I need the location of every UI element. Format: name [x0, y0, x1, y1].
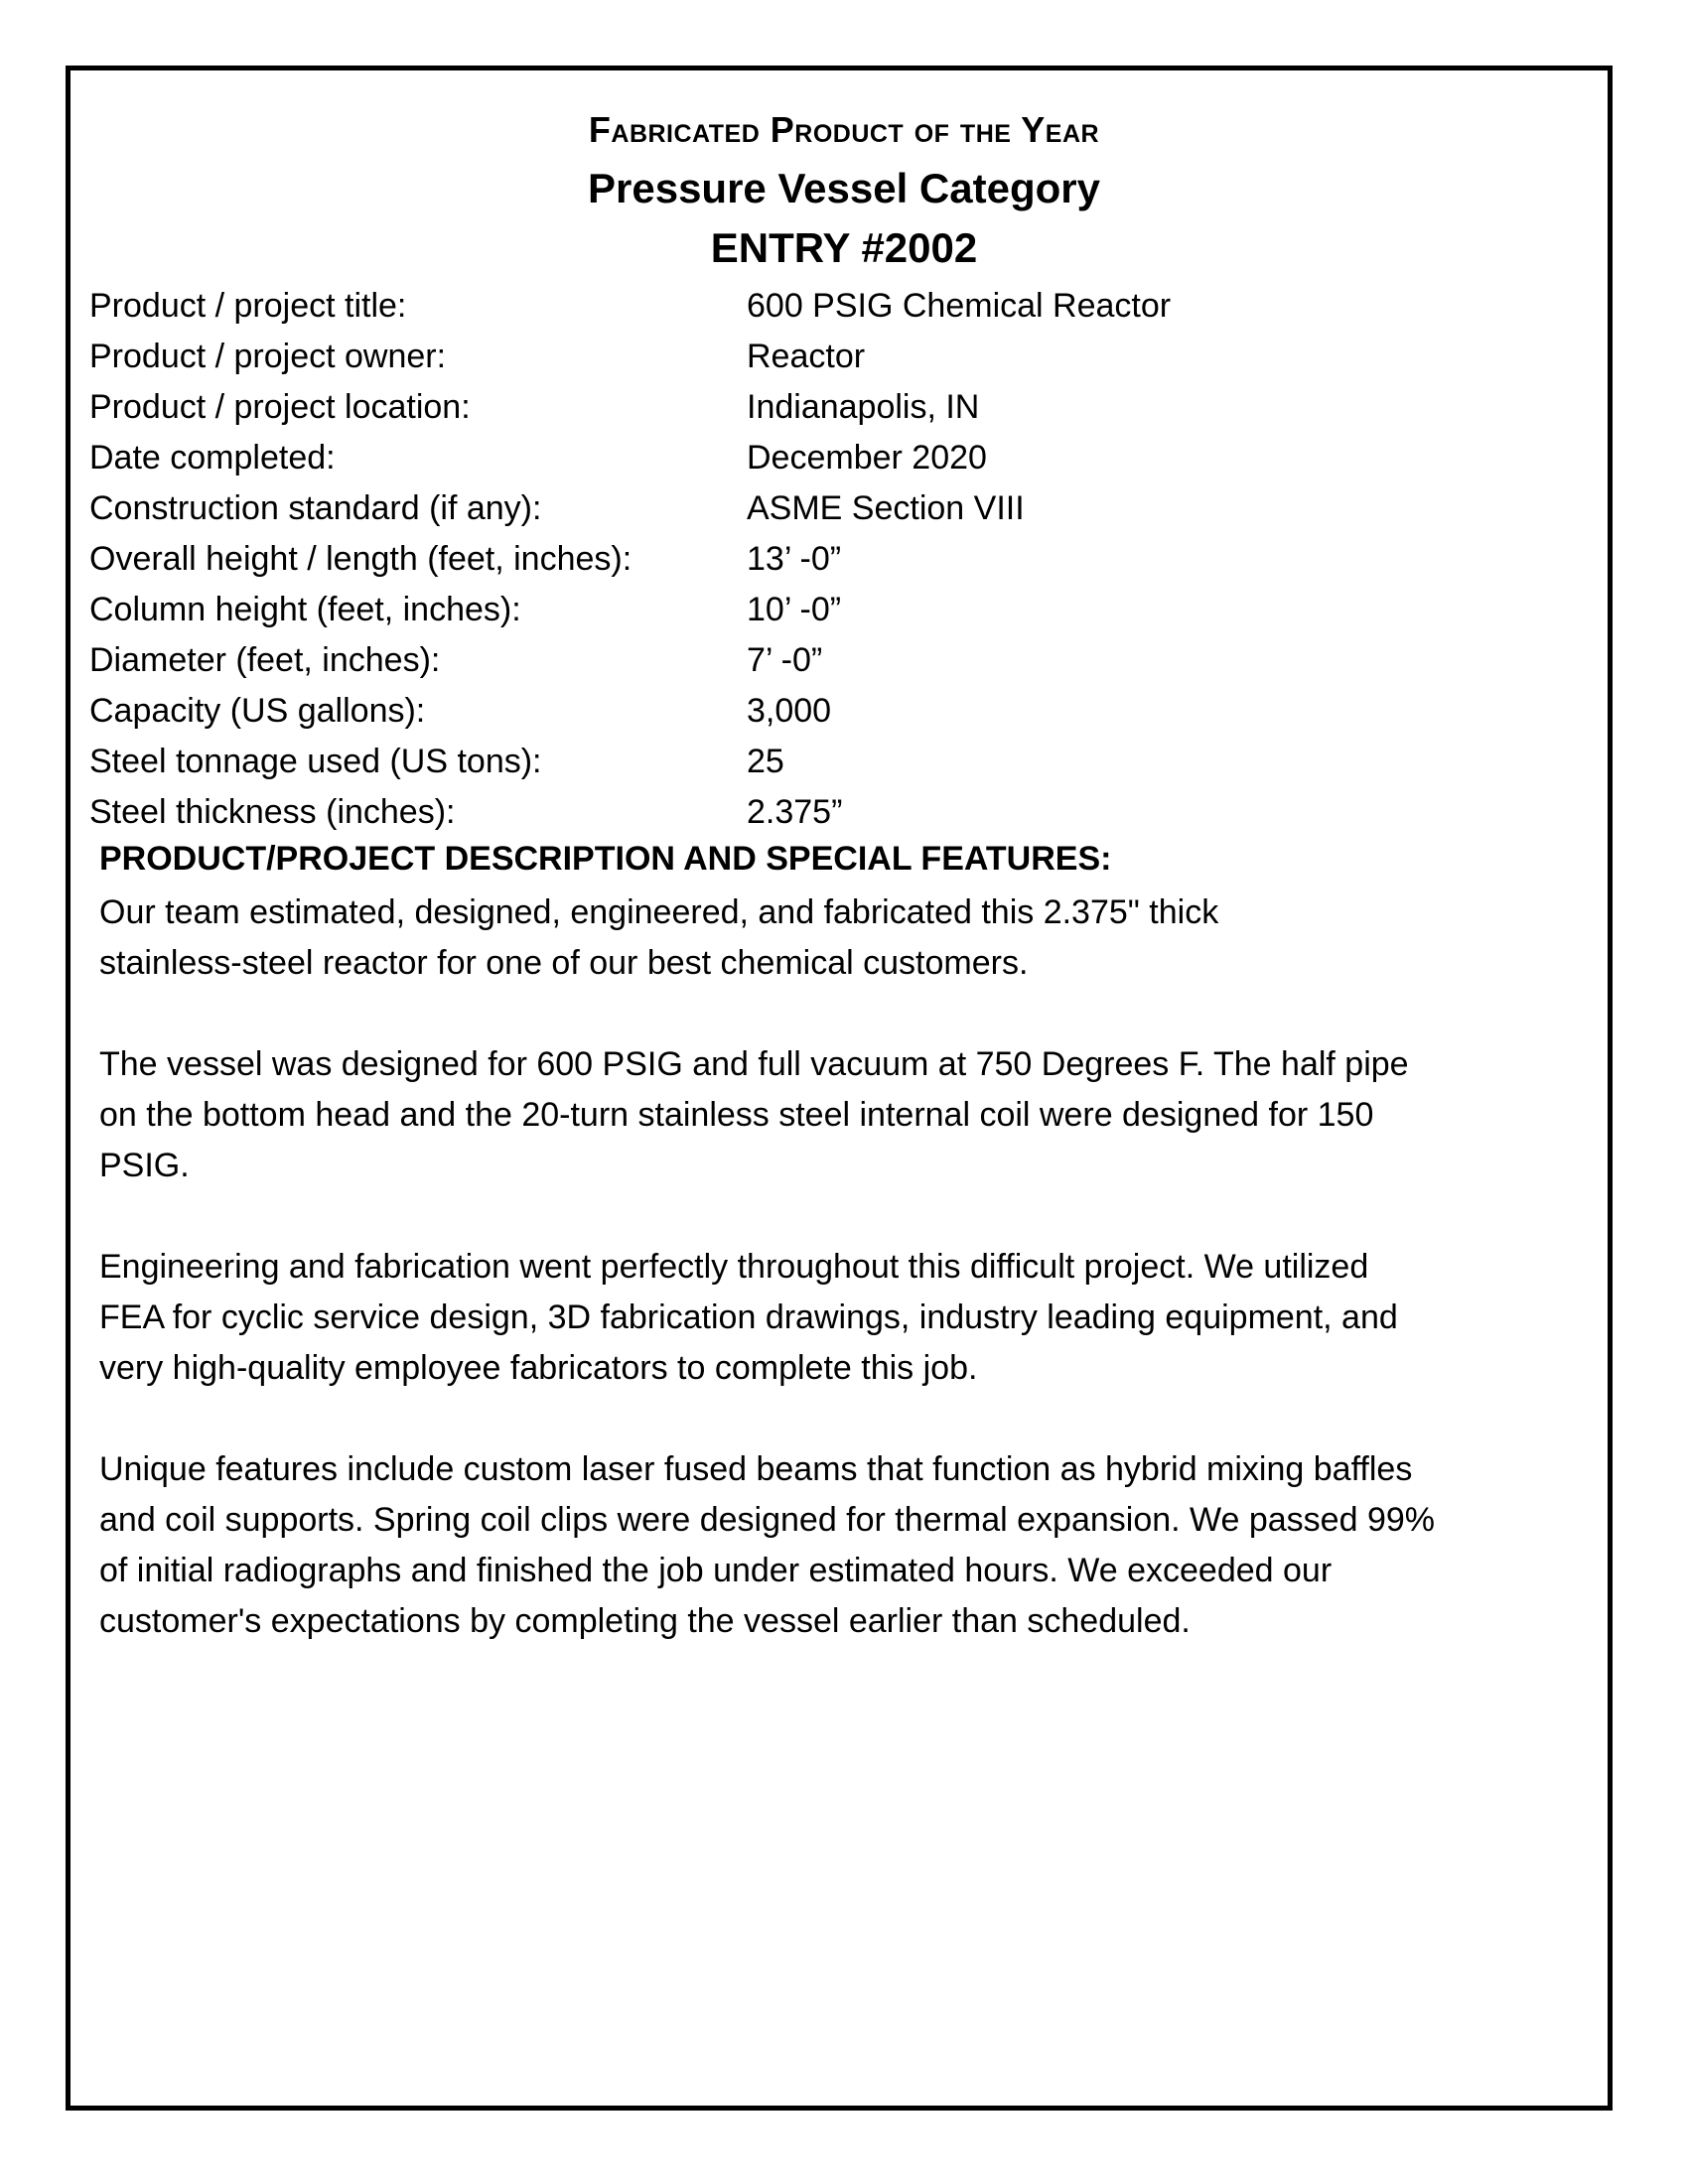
field-label: Product / project location: [89, 388, 471, 426]
description-line: very high-quality employee fabricators to complete this job. [99, 1349, 978, 1387]
description-line: customer's expectations by completing the vessel earlier than scheduled. [99, 1602, 1191, 1640]
description-line: FEA for cyclic service design, 3D fabrication drawings, industry leading equipment, and [99, 1298, 1398, 1336]
field-row [89, 332, 1529, 382]
field-label: Column height (feet, inches): [89, 591, 521, 628]
description-body [99, 887, 1589, 1698]
entry-fields-table [89, 281, 1529, 838]
description-heading: PRODUCT/PROJECT DESCRIPTION AND SPECIAL FEATURES: [99, 840, 1112, 878]
field-label: Product / project owner: [89, 338, 447, 375]
description-paragraph [99, 887, 1589, 989]
field-row [89, 382, 1529, 433]
description-paragraph [99, 1444, 1589, 1647]
description-line: Unique features include custom laser fused beams that function as hybrid mixing baffles [99, 1450, 1413, 1488]
field-row [89, 737, 1529, 787]
field-value: 10’ -0” [747, 591, 842, 628]
field-value: 600 PSIG Chemical Reactor [747, 287, 1172, 325]
field-row [89, 483, 1529, 534]
field-row [89, 534, 1529, 585]
field-label: Date completed: [89, 439, 336, 477]
description-paragraph [99, 1242, 1589, 1394]
description-line: Our team estimated, designed, engineered, and fabricated this 2.375" thick [99, 893, 1219, 931]
field-label: Construction standard (if any): [89, 489, 542, 527]
field-label: Capacity (US gallons): [89, 692, 426, 730]
field-value: December 2020 [747, 439, 987, 477]
description-paragraph [99, 1039, 1589, 1191]
field-label: Product / project title: [89, 287, 407, 325]
field-label: Diameter (feet, inches): [89, 641, 441, 679]
description-line: stainless-steel reactor for one of our best chemical customers. [99, 944, 1029, 982]
category-title: Pressure Vessel Category [588, 165, 1100, 211]
description-line: and coil supports. Spring coil clips were designed for thermal expansion. We passed 99% [99, 1501, 1435, 1539]
field-value: 25 [747, 743, 784, 780]
field-label: Steel tonnage used (US tons): [89, 743, 542, 780]
field-value: 7’ -0” [747, 641, 823, 679]
field-row [89, 635, 1529, 686]
field-value: ASME Section VIII [747, 489, 1025, 527]
field-value: 3,000 [747, 692, 832, 730]
field-value: Reactor [747, 338, 866, 375]
description-line: of initial radiographs and finished the job under estimated hours. We exceeded our [99, 1552, 1333, 1589]
field-row [89, 433, 1529, 483]
description-line: PSIG. [99, 1147, 190, 1184]
description-line: on the bottom head and the 20-turn stainless steel internal coil were designed for 150 [99, 1096, 1374, 1134]
field-row [89, 787, 1529, 838]
entry-number: ENTRY #2002 [710, 224, 978, 271]
award-eyebrow-title: Fabricated Product of the Year [588, 109, 1100, 150]
field-row [89, 686, 1529, 737]
field-label: Overall height / length (feet, inches): [89, 540, 633, 578]
description-line: The vessel was designed for 600 PSIG and full vacuum at 750 Degrees F. The half pipe [99, 1045, 1409, 1083]
field-label: Steel thickness (inches): [89, 793, 456, 831]
field-row [89, 281, 1529, 332]
field-row [89, 585, 1529, 635]
field-value: Indianapolis, IN [747, 388, 980, 426]
description-line: Engineering and fabrication went perfectly throughout this difficult project. We utilized [99, 1248, 1369, 1286]
field-value: 2.375” [747, 793, 843, 831]
field-value: 13’ -0” [747, 540, 842, 578]
